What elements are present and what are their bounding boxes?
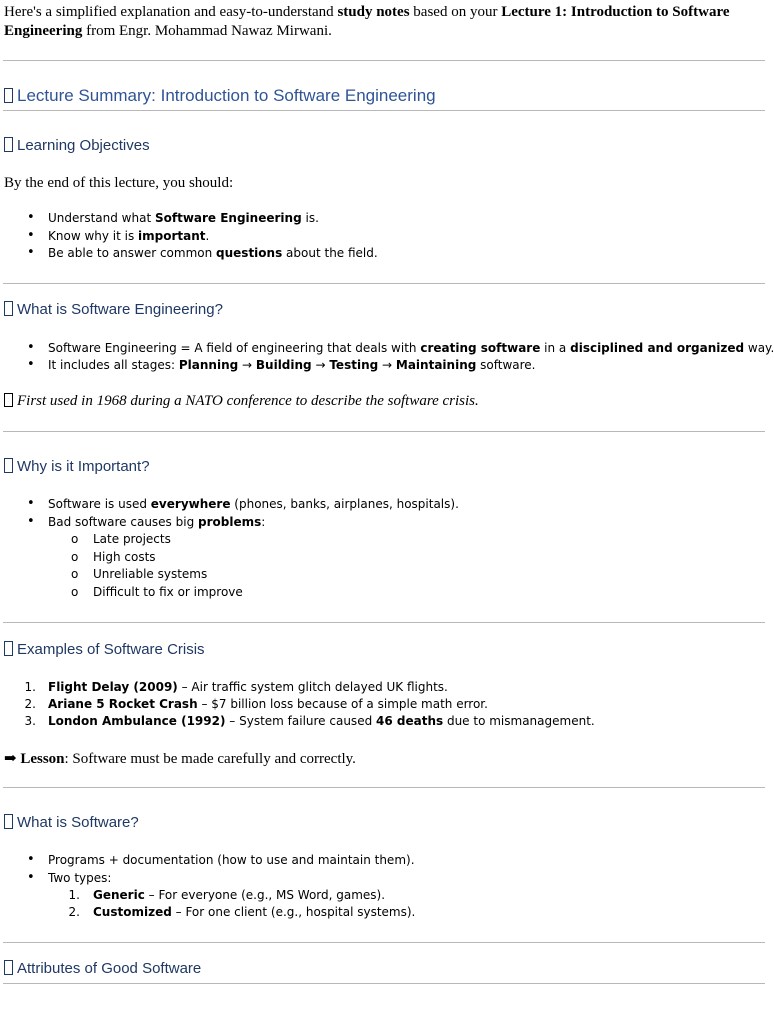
lesson-line <box>4 749 356 768</box>
divider <box>3 283 765 284</box>
list-item <box>48 515 265 529</box>
item-bold: important <box>138 229 206 243</box>
item-bold: problems <box>198 515 262 529</box>
missing-glyph-icon <box>4 960 13 975</box>
sub-list-item: Difficult to fix or improve <box>93 585 243 599</box>
item-text: Know why it is <box>48 229 139 243</box>
software-crisis-heading <box>4 641 205 658</box>
item-text: – System failure caused <box>225 714 377 728</box>
item-bold: London Ambulance (1992) <box>48 714 226 728</box>
list-item <box>48 211 319 225</box>
heading-text: Why is it Important? <box>17 458 150 475</box>
stage-testing: Testing <box>329 358 379 372</box>
item-text: Software is used <box>48 497 151 511</box>
sub-bullet-marker: o <box>71 567 79 581</box>
attributes-heading <box>4 960 201 977</box>
heading-text: What is Software Engineering? <box>17 301 223 318</box>
item-text: way. <box>744 341 774 355</box>
numbered-sub-item <box>93 905 415 919</box>
numbered-item <box>48 680 448 694</box>
numbered-sub-item <box>93 888 385 902</box>
item-text: : <box>261 515 266 529</box>
list-item <box>48 497 459 511</box>
list-number: 2. <box>24 697 36 711</box>
item-bold: everywhere <box>150 497 231 511</box>
learning-objectives-heading <box>4 137 150 154</box>
missing-glyph-icon <box>4 641 13 656</box>
stage-maintaining: Maintaining <box>395 358 477 372</box>
item-text: . <box>205 229 210 243</box>
sub-list-item: High costs <box>93 550 156 564</box>
what-is-se-heading <box>4 301 223 318</box>
item-text: – For everyone (e.g., MS Word, games). <box>144 888 386 902</box>
item-text: (phones, banks, airplanes, hospitals). <box>230 497 459 511</box>
arrow: → <box>311 358 330 372</box>
list-item: Programs + documentation (how to use and maintain them). <box>48 853 415 867</box>
sub-bullet-marker: o <box>71 532 79 546</box>
why-important-heading <box>4 458 150 475</box>
item-text: Bad software causes big <box>48 515 199 529</box>
lecture-summary-heading <box>4 86 436 106</box>
item-bold: questions <box>216 246 283 260</box>
list-item <box>48 341 774 355</box>
heading-text: Attributes of Good Software <box>17 960 202 977</box>
divider <box>3 983 765 984</box>
item-bold: Software Engineering <box>154 211 302 225</box>
intro-text: based on your <box>409 4 502 20</box>
item-text: is. <box>301 211 319 225</box>
right-arrow-icon: ➡ <box>4 751 17 767</box>
item-text: software. <box>476 358 536 372</box>
item-text: about the field. <box>282 246 378 260</box>
item-bold: creating software <box>420 341 541 355</box>
bullet-marker: • <box>27 870 35 885</box>
missing-glyph-icon <box>4 137 13 152</box>
missing-glyph-icon <box>4 814 13 829</box>
item-bold: Flight Delay (2009) <box>48 680 178 694</box>
intro-text: from Engr. Mohammad Nawaz Mirwani. <box>82 23 332 39</box>
what-is-software-heading <box>4 814 139 831</box>
list-item <box>48 229 209 243</box>
missing-glyph-icon <box>4 458 13 473</box>
item-bold: Generic <box>93 888 145 902</box>
arrow: → <box>238 358 256 372</box>
item-text: – For one client (e.g., hospital systems). <box>171 905 416 919</box>
bullet-marker: • <box>27 210 35 225</box>
missing-glyph-icon <box>4 393 13 407</box>
list-item <box>48 246 378 260</box>
heading-text: Examples of Software Crisis <box>17 641 205 658</box>
bullet-marker: • <box>27 245 35 260</box>
item-text: Software Engineering = A field of engineering that deals with <box>48 341 421 355</box>
divider <box>3 110 765 111</box>
bullet-marker: • <box>27 852 35 867</box>
list-item <box>48 358 536 372</box>
heading-text: Lecture Summary: Introduction to Software Engineering <box>17 86 436 105</box>
intro-text: Here's a simplified explanation and easy-to-understand <box>4 4 338 20</box>
missing-glyph-icon <box>4 88 13 103</box>
list-number: 1. <box>24 680 36 694</box>
item-text: – Air traffic system glitch delayed UK flights. <box>177 680 448 694</box>
bullet-marker: • <box>27 340 35 355</box>
divider <box>3 787 765 788</box>
intro-bold-study-notes: study notes <box>337 4 410 20</box>
missing-glyph-icon <box>4 301 13 316</box>
heading-text: Learning Objectives <box>17 137 150 154</box>
item-bold: disciplined and organized <box>570 341 745 355</box>
lesson-label: Lesson <box>20 751 65 767</box>
nato-note <box>4 393 479 410</box>
objectives-lead: By the end of this lecture, you should: <box>4 175 234 191</box>
divider <box>3 431 765 432</box>
lesson-text: : Software must be made carefully and correctly. <box>64 751 356 767</box>
sub-bullet-marker: o <box>71 550 79 564</box>
numbered-item <box>48 697 488 711</box>
stage-building: Building <box>255 358 312 372</box>
item-bold: Ariane 5 Rocket Crash <box>48 697 198 711</box>
item-text: It includes all stages: <box>48 358 179 372</box>
list-number: 2. <box>68 905 80 919</box>
bullet-marker: • <box>27 514 35 529</box>
bullet-marker: • <box>27 496 35 511</box>
item-bold: 46 deaths <box>376 714 444 728</box>
divider <box>3 60 765 61</box>
arrow: → <box>378 358 396 372</box>
sub-list-item: Unreliable systems <box>93 567 208 581</box>
item-text: Be able to answer common <box>48 246 217 260</box>
intro-paragraph <box>4 3 764 41</box>
intro-bold-lecture-title: Lecture 1: Introduction to Software Engineering <box>4 4 730 39</box>
stage-planning: Planning <box>178 358 239 372</box>
item-text: – $7 billion loss because of a simple math error. <box>197 697 488 711</box>
heading-text: What is Software? <box>17 814 139 831</box>
numbered-item <box>48 714 595 728</box>
divider <box>3 622 765 623</box>
item-text: due to mismanagement. <box>443 714 595 728</box>
item-bold: Customized <box>93 905 172 919</box>
bullet-marker: • <box>27 228 35 243</box>
list-item: Two types: <box>48 871 112 885</box>
item-text: Understand what <box>48 211 155 225</box>
bullet-marker: • <box>27 357 35 372</box>
list-number: 1. <box>68 888 80 902</box>
sub-list-item: Late projects <box>93 532 171 546</box>
note-text: First used in 1968 during a NATO conference to describe the software crisis. <box>17 393 479 409</box>
divider <box>3 942 765 943</box>
list-number: 3. <box>24 714 36 728</box>
item-text: in a <box>540 341 571 355</box>
sub-bullet-marker: o <box>71 585 79 599</box>
